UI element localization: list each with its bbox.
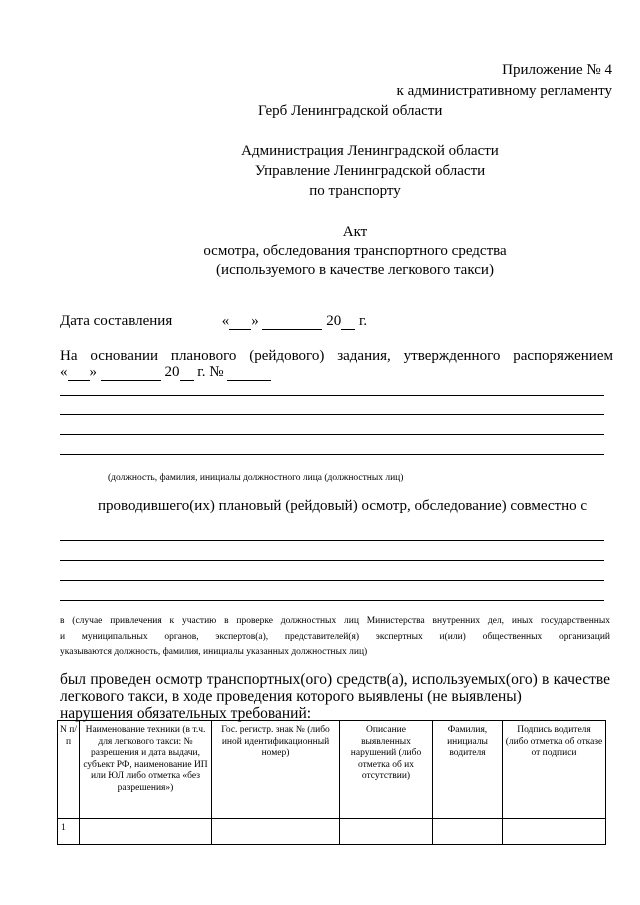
conclusion-line-3: нарушения обязательных требований: bbox=[60, 705, 312, 722]
participant-line-3[interactable] bbox=[60, 580, 604, 581]
basis-year-suffix: г. № bbox=[197, 364, 224, 380]
table-header-row bbox=[58, 721, 606, 819]
date-quote-close: » bbox=[251, 313, 259, 329]
date-year-field[interactable] bbox=[341, 315, 355, 330]
date-day-field[interactable] bbox=[229, 315, 251, 330]
row-driver-signature-cell[interactable] bbox=[503, 819, 606, 845]
coat-of-arms-caption: Герб Ленинградской области bbox=[258, 103, 443, 119]
date-month-field[interactable] bbox=[262, 315, 322, 330]
basis-year-prefix: 20 bbox=[164, 364, 180, 380]
table-row bbox=[58, 819, 606, 845]
header-cell-number: N п/п bbox=[58, 721, 80, 819]
basis-line-1: На основании планового (рейдового) задания, утвержденного распоряжением bbox=[60, 348, 613, 364]
basis-month-field[interactable] bbox=[101, 366, 161, 381]
row-violations-cell[interactable] bbox=[340, 819, 433, 845]
participant-line-1[interactable] bbox=[60, 540, 604, 541]
official-line-3[interactable] bbox=[60, 434, 604, 435]
conclusion-line-2: легкового такси, в ходе проведения которого выявлены (не выявлены) bbox=[60, 688, 522, 705]
involvement-note-line-1: в (случае привлечения к участию в проверке должностных лиц Министерства внутренних дел, иных государственных bbox=[60, 616, 610, 626]
official-line-1[interactable] bbox=[60, 395, 604, 396]
act-subtitle-note: (используемого в качестве легкового такси) bbox=[216, 262, 494, 278]
participant-line-4[interactable] bbox=[60, 600, 604, 601]
conclusion-line-1: был проведен осмотр транспортных(ого) средств(а), используемых(ого) в качестве bbox=[60, 671, 610, 688]
basis-day-field[interactable] bbox=[68, 366, 90, 381]
act-subtitle: осмотра, обследования транспортного средства bbox=[203, 243, 507, 259]
official-caption: (должность, фамилия, инициалы должностного лица (должностных лиц) bbox=[108, 473, 404, 483]
org-line-1: Администрация Ленинградской области bbox=[241, 143, 499, 159]
involvement-note-line-2: и муниципальных органов, экспертов(а), представителей(я) экспертных и(или) общественных организаций bbox=[60, 632, 610, 642]
date-year-prefix: 20 bbox=[326, 313, 342, 329]
date-quote-open: « bbox=[221, 313, 230, 329]
row-driver-name-cell[interactable] bbox=[433, 819, 503, 845]
row-plate-cell[interactable] bbox=[212, 819, 340, 845]
conducting-text: проводившего(их) плановый (рейдовый) осмотр, обследование) совместно с bbox=[98, 498, 588, 514]
official-line-4[interactable] bbox=[60, 454, 604, 455]
org-line-3: по транспорту bbox=[309, 183, 401, 199]
basis-year-field[interactable] bbox=[180, 366, 194, 381]
basis-order-number-field[interactable] bbox=[227, 366, 271, 381]
basis-quote-open: « bbox=[60, 364, 68, 380]
appendix-number: Приложение № 4 bbox=[502, 62, 612, 78]
involvement-note-line-3: указываются должность, фамилия, инициалы указанных должностных лиц) bbox=[60, 647, 368, 657]
date-label: Дата составления bbox=[60, 313, 173, 329]
header-cell-plate: Гос. регистр. знак № (либо иной идентификационный номер) bbox=[212, 721, 340, 819]
org-line-2: Управление Ленинградской области bbox=[254, 163, 486, 179]
basis-line-2 bbox=[60, 364, 271, 381]
row-number-cell: 1 bbox=[58, 819, 80, 845]
row-vehicle-cell[interactable] bbox=[80, 819, 212, 845]
violations-table bbox=[57, 720, 606, 845]
date-row bbox=[60, 313, 367, 330]
header-cell-vehicle: Наименование техники (в т.ч. для легкового такси: № разрешения и дата выдачи, субъект РФ, наименование ИП или ЮЛ либо отметка «без разрешения») bbox=[80, 721, 212, 819]
header-cell-driver-signature: Подпись водителя (либо отметка об отказе от подписи bbox=[503, 721, 606, 819]
participant-line-2[interactable] bbox=[60, 560, 604, 561]
appendix-reference: к административному регламенту bbox=[396, 83, 612, 99]
date-year-suffix: г. bbox=[358, 313, 368, 329]
header-cell-violations: Описание выявленных нарушений (либо отметка об их отсутствии) bbox=[340, 721, 433, 819]
basis-quote-close: » bbox=[89, 364, 97, 380]
header-cell-driver-name: Фамилия, инициалы водителя bbox=[433, 721, 503, 819]
official-line-2[interactable] bbox=[60, 414, 604, 415]
act-title: Акт bbox=[342, 224, 368, 240]
